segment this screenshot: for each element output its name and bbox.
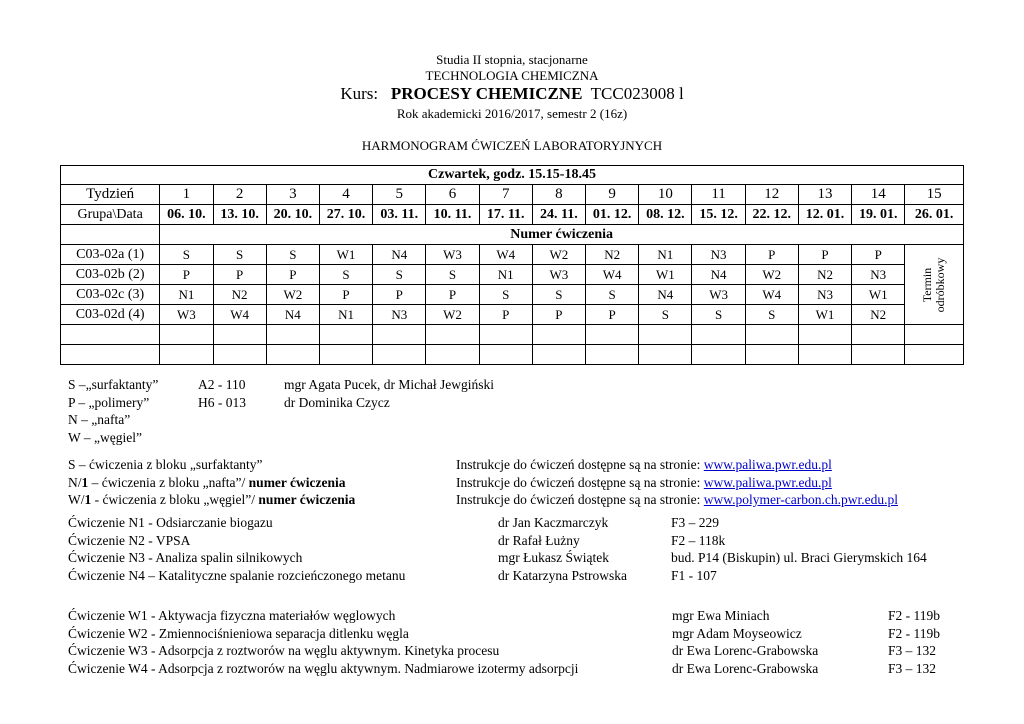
- empty-cell: [319, 345, 372, 365]
- session-date: 24. 11.: [532, 205, 585, 225]
- block-number-placeholder: 1: [84, 492, 92, 507]
- empty-cell: [745, 345, 798, 365]
- week-number: 5: [373, 185, 426, 205]
- exercise-number-label: Numer ćwiczenia: [160, 225, 964, 245]
- exercise-room: F3 – 132: [888, 660, 937, 676]
- empty-row: [61, 345, 964, 365]
- session-date: 20. 10.: [266, 205, 319, 225]
- legend-room: A2 - 110: [198, 377, 246, 392]
- week-number: 1: [160, 185, 213, 205]
- empty-cell: [745, 325, 798, 345]
- legend-item: [68, 411, 628, 429]
- block-info-row: [68, 491, 968, 509]
- group-name: C03-02b (2): [61, 265, 160, 285]
- schedule-table: [60, 165, 964, 365]
- block-description: [68, 456, 263, 474]
- group-name: C03-02d (4): [61, 305, 160, 325]
- legend-code: S –„surfaktanty”: [68, 377, 159, 392]
- exercise-cell: N3: [852, 265, 905, 285]
- exercise-cell: P: [586, 305, 639, 325]
- block-bold-label: numer ćwiczenia: [258, 492, 356, 507]
- course-prefix: Kurs:: [340, 84, 379, 103]
- week-number: 15: [905, 185, 964, 205]
- week-number: 9: [586, 185, 639, 205]
- instructions-text: Instrukcje do ćwiczeń dostępne są na stronie:: [456, 474, 704, 490]
- week-number: 14: [852, 185, 905, 205]
- session-date: 27. 10.: [319, 205, 372, 225]
- exercise-cell: W1: [852, 285, 905, 305]
- legend-item: [68, 376, 628, 394]
- empty-cell: [426, 345, 479, 365]
- exercise-cell: P: [798, 245, 851, 265]
- makeup-term-cell: [905, 245, 964, 325]
- exercise-person: dr Jan Kaczmarczyk: [498, 515, 609, 530]
- week-number: 4: [319, 185, 372, 205]
- legend-code: W – „węgiel”: [68, 429, 142, 445]
- block-mid: - ćwiczenia z bloku „węgiel”/: [91, 492, 259, 507]
- group-row: [61, 305, 964, 325]
- exercise-person: dr Ewa Lorenc-Grabowska: [672, 660, 819, 676]
- schedule-caption: Czwartek, godz. 15.15-18.45: [61, 166, 964, 185]
- empty-cell: [61, 345, 160, 365]
- group-row: [61, 265, 964, 285]
- header-line-field: TECHNOLOGIA CHEMICZNA: [425, 68, 599, 83]
- exercise-cell: W1: [639, 265, 692, 285]
- exercise-cell: W2: [532, 245, 585, 265]
- empty-cell: [852, 325, 905, 345]
- exercise-cell: N1: [160, 285, 213, 305]
- exercise-cell: N4: [692, 265, 745, 285]
- session-date: 12. 01.: [798, 205, 851, 225]
- session-date: 13. 10.: [213, 205, 266, 225]
- makeup-term-line2: odróbkowy: [933, 257, 948, 312]
- exercise-room: F2 - 119b: [888, 625, 941, 641]
- exercise-cell: P: [319, 285, 372, 305]
- exercise-cell: S: [213, 245, 266, 265]
- week-row: [61, 185, 964, 205]
- block-instructions: [456, 491, 898, 509]
- legend-people: dr Dominika Czycz: [284, 394, 390, 410]
- empty-cell: [373, 325, 426, 345]
- week-number: 6: [426, 185, 479, 205]
- block-number-placeholder: 1: [81, 474, 89, 490]
- legend: [68, 376, 628, 446]
- exercise-item: [68, 625, 968, 643]
- exercise-cell: S: [426, 265, 479, 285]
- exercise-cell: P: [426, 285, 479, 305]
- session-date: 03. 11.: [373, 205, 426, 225]
- legend-room: H6 - 013: [198, 394, 246, 410]
- exercise-item: [68, 607, 968, 625]
- w-exercises-list: [68, 607, 968, 677]
- exercise-cell: W4: [479, 245, 532, 265]
- empty-cell: [479, 345, 532, 365]
- exercise-person: dr Ewa Lorenc-Grabowska: [672, 643, 819, 658]
- exercise-cell: S: [266, 245, 319, 265]
- group-name: C03-02a (1): [61, 245, 160, 265]
- block-prefix: W/: [68, 492, 85, 507]
- makeup-term-line1: Termin: [920, 267, 935, 302]
- exercise-cell: N4: [639, 285, 692, 305]
- exercise-cell: P: [852, 245, 905, 265]
- week-number: 8: [532, 185, 585, 205]
- exercise-room: F1 - 107: [671, 567, 717, 583]
- exercise-cell: P: [479, 305, 532, 325]
- week-number: 12: [745, 185, 798, 205]
- exercise-person: dr Katarzyna Pstrowska: [498, 567, 627, 583]
- empty-cell: [319, 325, 372, 345]
- instructions-link[interactable]: www.polymer-carbon.ch.pwr.edu.pl: [703, 492, 898, 507]
- exercise-item: [68, 532, 968, 550]
- exercise-cell: S: [692, 305, 745, 325]
- exercise-cell: S: [479, 285, 532, 305]
- exercise-cell: N2: [852, 305, 905, 325]
- week-number: 7: [479, 185, 532, 205]
- exercise-cell: N2: [798, 265, 851, 285]
- block-info-row: [68, 474, 968, 492]
- block-prefix: N/: [68, 474, 82, 490]
- group-name: C03-02c (3): [61, 285, 160, 305]
- exercise-cell: P: [745, 245, 798, 265]
- empty-cell: [160, 325, 213, 345]
- block-description: [68, 491, 355, 509]
- legend-item: [68, 394, 628, 412]
- exercise-cell: W3: [426, 245, 479, 265]
- empty-cell: [692, 345, 745, 365]
- exercise-item: [68, 514, 968, 532]
- exercise-cell: N4: [266, 305, 319, 325]
- session-date: 22. 12.: [745, 205, 798, 225]
- empty-cell: [373, 345, 426, 365]
- exercise-room: F3 – 132: [888, 643, 937, 658]
- exercise-name: Ćwiczenie N1 - Odsiarczanie biogazu: [68, 515, 273, 530]
- exercise-item: [68, 660, 968, 678]
- legend-code: P – „polimery”: [68, 394, 150, 410]
- exercise-person: mgr Adam Moyseowicz: [672, 625, 802, 641]
- week-number: 3: [266, 185, 319, 205]
- session-date: 10. 11.: [426, 205, 479, 225]
- exercise-cell: W3: [532, 265, 585, 285]
- exercise-name: Ćwiczenie N2 - VPSA: [68, 532, 191, 548]
- week-label: Tydzień: [61, 185, 160, 205]
- week-number: 11: [692, 185, 745, 205]
- course-name: PROCESY CHEMICZNE: [390, 84, 583, 103]
- exercise-cell: N2: [213, 285, 266, 305]
- exercise-name: Ćwiczenie W2 - Zmiennociśnieniowa separacja ditlenku węgla: [68, 625, 409, 641]
- exercise-cell: P: [532, 305, 585, 325]
- exercise-name: Ćwiczenie N3 - Analiza spalin silnikowych: [68, 550, 303, 565]
- exercise-cell: S: [319, 265, 372, 285]
- empty-cell: [479, 325, 532, 345]
- exercise-room: F2 – 118k: [671, 532, 726, 548]
- instructions-text: Instrukcje do ćwiczeń dostępne są na stronie:: [456, 492, 704, 507]
- exercise-person: dr Rafał Łużny: [498, 532, 580, 548]
- exercise-room: bud. P14 (Biskupin) ul. Braci Gierymskich 164: [671, 550, 927, 565]
- group-row: [61, 285, 964, 305]
- empty-row: [61, 325, 964, 345]
- exercise-item: [68, 567, 968, 585]
- exercise-person: mgr Łukasz Świątek: [498, 550, 609, 565]
- exercise-cell: N4: [373, 245, 426, 265]
- exercise-cell: W3: [160, 305, 213, 325]
- empty-cell: [266, 345, 319, 365]
- block-prefix: S – ćwiczenia z bloku „surfaktanty”: [68, 457, 263, 472]
- empty-cell: [266, 325, 319, 345]
- exercise-cell: P: [160, 265, 213, 285]
- header-course: [0, 84, 1024, 104]
- exercise-person: mgr Ewa Miniach: [672, 608, 770, 623]
- exercise-cell: P: [266, 265, 319, 285]
- exercise-name: Ćwiczenie W3 - Adsorpcja z roztworów na węglu aktywnym. Kinetyka procesu: [68, 643, 500, 658]
- legend-people: mgr Agata Pucek, dr Michał Jewgiński: [284, 377, 494, 392]
- session-date: 06. 10.: [160, 205, 213, 225]
- empty-cell: [213, 325, 266, 345]
- blocks-info: [68, 456, 968, 509]
- empty-cell: [692, 325, 745, 345]
- exercise-cell: N3: [798, 285, 851, 305]
- header-line-study: Studia II stopnia, stacjonarne: [436, 52, 588, 67]
- course-code: TCC023008 l: [590, 84, 684, 103]
- session-date: 15. 12.: [692, 205, 745, 225]
- exercise-room: F2 - 119b: [888, 608, 941, 623]
- block-info-row: [68, 456, 968, 474]
- week-number: 13: [798, 185, 851, 205]
- exercise-cell: P: [213, 265, 266, 285]
- session-date: 26. 01.: [905, 205, 964, 225]
- exercise-cell: P: [373, 285, 426, 305]
- empty-cell: [61, 325, 160, 345]
- exercise-cell: W3: [692, 285, 745, 305]
- exercise-cell: N2: [586, 245, 639, 265]
- header-year: Rok akademicki 2016/2017, semestr 2 (16z): [396, 106, 628, 121]
- exercise-name: Ćwiczenie W1 - Aktywacja fizyczna materiałów węglowych: [68, 608, 396, 623]
- block-bold-label: numer ćwiczenia: [248, 474, 346, 490]
- block-instructions: [456, 456, 832, 474]
- empty-cell: [532, 325, 585, 345]
- block-instructions: [456, 474, 832, 492]
- group-row: [61, 245, 964, 265]
- exercise-cell: W4: [586, 265, 639, 285]
- date-row: [61, 205, 964, 225]
- empty-cell: [905, 325, 964, 345]
- n-exercises-list: [68, 514, 968, 584]
- block-mid: – ćwiczenia z bloku „nafta”/: [88, 474, 249, 490]
- empty-cell: [213, 345, 266, 365]
- empty-cell: [532, 345, 585, 365]
- empty-cell: [586, 325, 639, 345]
- legend-code: N – „nafta”: [68, 412, 131, 427]
- exercise-cell: W2: [745, 265, 798, 285]
- empty-cell: [160, 345, 213, 365]
- exercise-cell: N3: [692, 245, 745, 265]
- exercise-cell: W1: [319, 245, 372, 265]
- exercise-name: Ćwiczenie N4 – Katalityczne spalanie rozcieńczonego metanu: [68, 567, 406, 583]
- instructions-text: Instrukcje do ćwiczeń dostępne są na stronie:: [456, 457, 704, 472]
- exercise-cell: W4: [745, 285, 798, 305]
- week-number: 10: [639, 185, 692, 205]
- exercise-cell: S: [639, 305, 692, 325]
- instructions-link[interactable]: www.paliwa.pwr.edu.pl: [703, 457, 832, 472]
- exercise-item: [68, 549, 968, 567]
- session-date: 17. 11.: [479, 205, 532, 225]
- session-date: 08. 12.: [639, 205, 692, 225]
- empty-cell: [639, 325, 692, 345]
- legend-item: [68, 429, 628, 447]
- exercise-cell: S: [745, 305, 798, 325]
- exercise-cell: W2: [266, 285, 319, 305]
- exercise-cell: S: [160, 245, 213, 265]
- exercise-name: Ćwiczenie W4 - Adsorpcja z roztworów na węglu aktywnym. Nadmiarowe izotermy adsorpcji: [68, 660, 579, 676]
- block-description: [68, 474, 346, 492]
- exercise-cell: S: [586, 285, 639, 305]
- empty-cell: [798, 325, 851, 345]
- exercise-cell: S: [532, 285, 585, 305]
- group-date-label: Grupa\Data: [61, 205, 160, 225]
- exercise-cell: W1: [798, 305, 851, 325]
- empty-cell: [852, 345, 905, 365]
- empty-cell: [586, 345, 639, 365]
- exercise-cell: N1: [639, 245, 692, 265]
- page-title: HARMONOGRAM ĆWICZEŃ LABORATORYJNYCH: [361, 138, 663, 153]
- makeup-term-label: [921, 257, 947, 312]
- session-date: 01. 12.: [586, 205, 639, 225]
- empty-cell: [639, 345, 692, 365]
- exercise-cell: W2: [426, 305, 479, 325]
- exercise-cell: N3: [373, 305, 426, 325]
- exercise-cell: N1: [479, 265, 532, 285]
- instructions-link[interactable]: www.paliwa.pwr.edu.pl: [703, 474, 832, 490]
- week-number: 2: [213, 185, 266, 205]
- empty-cell: [426, 325, 479, 345]
- exercise-room: F3 – 229: [671, 515, 720, 530]
- exercise-item: [68, 642, 968, 660]
- session-date: 19. 01.: [852, 205, 905, 225]
- empty-cell: [905, 345, 964, 365]
- exercise-cell: W4: [213, 305, 266, 325]
- exercise-cell: N1: [319, 305, 372, 325]
- empty-cell: [798, 345, 851, 365]
- exercise-cell: S: [373, 265, 426, 285]
